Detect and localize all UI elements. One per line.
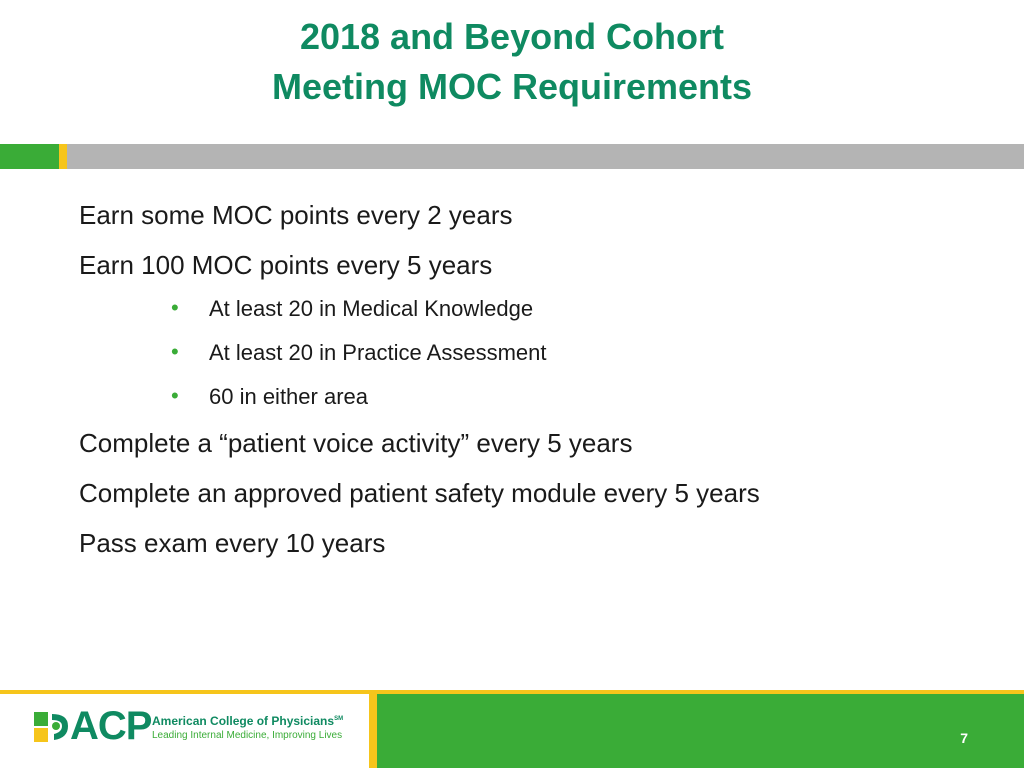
sub-list-item-text: At least 20 in Medical Knowledge <box>209 296 534 321</box>
acp-logo <box>0 694 369 768</box>
page-number: 7 <box>960 730 968 746</box>
acp-logo-name: American College of Physicians℠ <box>152 714 344 728</box>
bullet-icon: • <box>171 339 179 364</box>
header-band-gray <box>67 144 1024 169</box>
slide-body <box>79 199 979 577</box>
acp-logo-letters: ACP <box>70 704 152 748</box>
footer <box>0 690 1024 768</box>
list-item: Pass exam every 10 years <box>79 528 386 558</box>
list-item: Complete an approved patient safety module every 5 years <box>79 478 760 508</box>
title-line-1: 2018 and Beyond Cohort <box>299 16 725 57</box>
list-item: Earn some MOC points every 2 years <box>79 200 513 230</box>
footer-yellow-bar <box>369 694 377 768</box>
sub-list-item-text: At least 20 in Practice Assessment <box>209 340 547 365</box>
sub-list-item <box>79 339 979 383</box>
header-band-yellow <box>59 144 67 169</box>
slide-title <box>0 12 1024 112</box>
footer-green-bar <box>377 694 1024 768</box>
list-item: Earn 100 MOC points every 5 years <box>79 250 493 280</box>
acp-mark-icon <box>34 708 70 744</box>
header-band-green <box>0 144 59 169</box>
bullet-icon: • <box>171 295 179 320</box>
bullet-icon: • <box>171 383 179 408</box>
acp-logo-tagline: Leading Internal Medicine, Improving Lives <box>152 730 343 741</box>
sub-list-item <box>79 295 979 339</box>
sub-list-item <box>79 383 979 427</box>
title-line-2: Meeting MOC Requirements <box>271 66 753 107</box>
sub-list-item-text: 60 in either area <box>209 384 368 409</box>
list-item: Complete a “patient voice activity” every 5 years <box>79 428 633 458</box>
header-band <box>0 144 1024 169</box>
